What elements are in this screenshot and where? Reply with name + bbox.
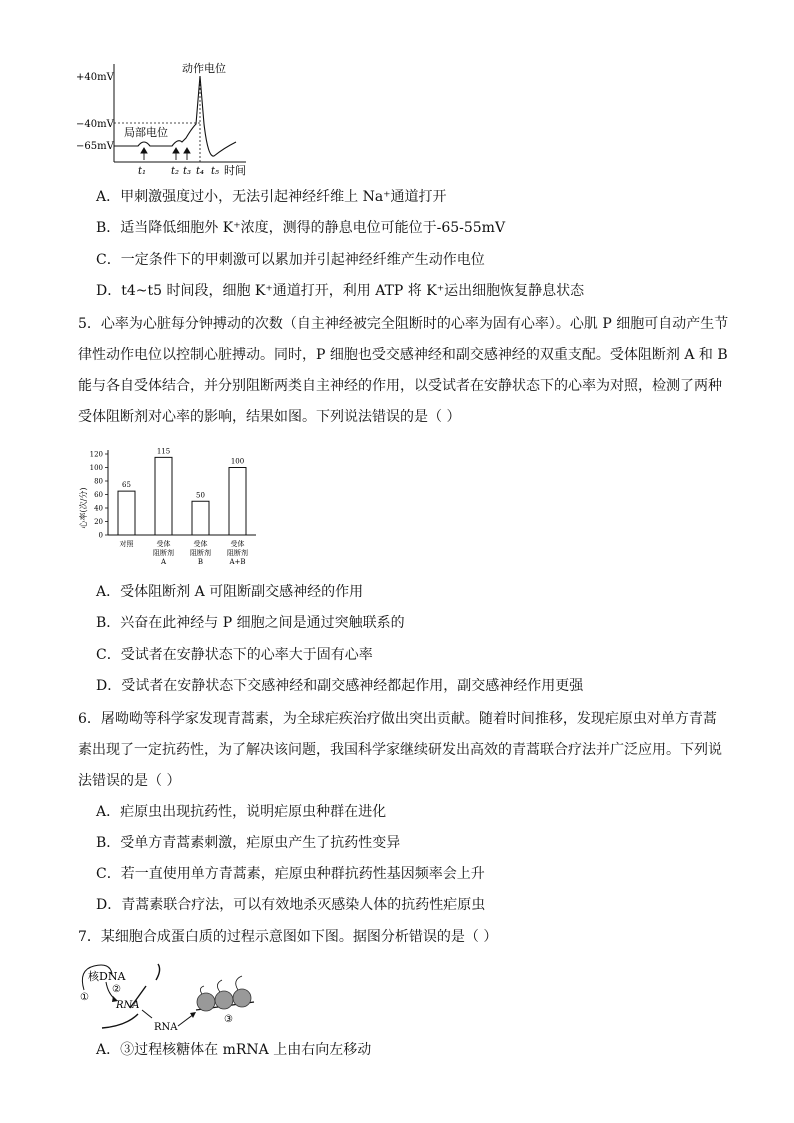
chart-y-axis-label: 心率(次/分)	[79, 487, 88, 529]
option-text: 兴奋在此神经与 P 细胞之间是通过突触联系的	[120, 615, 405, 631]
q5-stem-line-2: 律性动作电位以控制心脏搏动。同时，P 细胞也受交感神经和副交感神经的双重支配。受体阻断剂 A 和 B	[78, 347, 728, 363]
q4-option-a	[96, 187, 447, 207]
option-text: 若一直使用单方青蒿素，疟原虫种群抗药性基因频率会上升	[120, 866, 485, 882]
y-tick-label: 20	[94, 518, 103, 526]
q5-stem-line-1: 5．心率为心脏每分钟搏动的次数（自主神经被完全阻断时的心率为固有心率）。心肌 P 细胞可自动产生节	[78, 316, 729, 332]
action-potential-label: 动作电位	[182, 62, 226, 75]
bar-value-label: 100	[230, 457, 245, 466]
chart-bars	[118, 447, 248, 566]
option-letter: B．	[96, 220, 121, 236]
rna-strand-top	[156, 964, 160, 980]
option-text: ③过程核糖体在 mRNA 上由右向左移动	[120, 1042, 372, 1058]
category-label: A	[160, 558, 167, 566]
q6-option-b	[96, 833, 400, 853]
option-letter: D．	[96, 283, 122, 299]
bar-value-label: 65	[122, 481, 131, 490]
process-3-mark: ③	[224, 1014, 233, 1025]
option-text: 受单方青蒿素刺激，疟原虫产生了抗药性变异	[120, 835, 401, 851]
q4-option-c	[96, 250, 485, 270]
q4-option-d	[96, 281, 584, 301]
y-label-minus40: −40mV	[76, 119, 114, 130]
bar	[192, 501, 209, 535]
option-text: t4~t5 时间段，细胞 K⁺通道打开，利用 ATP 将 K⁺运出细胞恢复静息状态	[121, 283, 585, 299]
bar-value-label: 50	[196, 491, 205, 500]
category-label: 阻断剂	[153, 549, 174, 557]
q5-stem-line-3: 能与各自受体结合，并分别阻断两类自主神经的作用，以受试者在安静状态下的心率为对照，检测了两种	[78, 378, 722, 394]
q7-option-a	[96, 1040, 371, 1060]
y-tick-label: 40	[94, 504, 103, 513]
x-axis-label: 时间	[224, 164, 246, 177]
process-2-mark: ②	[112, 984, 121, 995]
t3-label: t₃	[183, 166, 192, 177]
ribosome	[233, 989, 251, 1007]
rna-label-2: RNA	[154, 1022, 178, 1033]
ribosome	[215, 991, 233, 1009]
q6-stem-line-1: 6．屠呦呦等科学家发现青蒿素，为全球疟疾治疗做出突出贡献。随着时间推移，发现疟原虫对单方青蒿	[78, 711, 717, 727]
q4-option-b	[96, 218, 505, 238]
category-label: 对照	[119, 540, 134, 548]
option-text: 甲刺激强度过小，无法引起神经纤维上 Na⁺通道打开	[120, 189, 447, 205]
q6-stem-line-2: 素出现了一定抗药性，为了解决该问题，我国科学家继续研发出高效的青蒿联合疗法并广泛应用。下列说	[78, 742, 722, 758]
process-1-mark: ①	[80, 992, 89, 1003]
translation-arrowhead	[190, 1012, 196, 1018]
option-text: 适当降低细胞外 K⁺浓度，测得的静息电位可能位于-65-55mV	[120, 220, 506, 236]
export-arrow	[142, 1010, 152, 1018]
y-tick-label: 0	[98, 531, 103, 540]
local-potential-label: 局部电位	[124, 126, 168, 139]
translation-arrow	[178, 1014, 194, 1026]
category-label: 受体	[193, 540, 208, 548]
rna-label-1: RNA	[116, 1000, 140, 1011]
q6-stem-line-3: 法错误的是（ ）	[78, 773, 181, 789]
y-tick-label: 60	[94, 491, 103, 499]
y-tick-label: 120	[89, 450, 103, 459]
q5-option-a	[96, 582, 363, 602]
rna-strand-bottom	[102, 1014, 138, 1028]
y-tick-label: 80	[94, 477, 103, 486]
bar	[229, 468, 246, 536]
ribosomes	[197, 989, 251, 1011]
option-letter: D．	[96, 897, 122, 913]
t2-label: t₂	[171, 166, 180, 177]
category-label: 受体	[156, 540, 171, 548]
option-letter: C．	[96, 252, 121, 268]
option-text: 受试者在安静状态下的心率大于固有心率	[120, 647, 373, 663]
protein-synthesis-figure	[76, 958, 266, 1034]
heart-rate-bar-chart	[74, 440, 274, 570]
category-label: 受体	[230, 540, 245, 548]
q6-option-a	[96, 802, 386, 822]
option-letter: A．	[96, 804, 121, 820]
q7-stem-line-1: 7．某细胞合成蛋白质的过程示意图如下图。据图分析错误的是（ ）	[78, 929, 498, 945]
stimulus-arrows	[141, 148, 190, 160]
category-label: B	[197, 558, 204, 566]
q6-option-c	[96, 864, 485, 884]
y-label-plus40: +40mV	[76, 72, 114, 83]
q5-option-d	[96, 676, 583, 696]
option-letter: A．	[96, 584, 121, 600]
option-text: 受试者在安静状态下交感神经和副交感神经都起作用，副交感神经作用更强	[121, 678, 584, 694]
y-tick-label: 100	[89, 464, 103, 472]
t4-label: t₄	[196, 166, 205, 177]
option-text: 疟原虫出现抗药性，说明疟原虫种群在进化	[120, 804, 387, 820]
t1-label: t₁	[138, 166, 147, 177]
q5-stem-line-4: 受体阻断剂对心率的影响，结果如图。下列说法错误的是（ ）	[78, 409, 461, 425]
y-label-minus65: −65mV	[76, 141, 114, 152]
category-label: 阻断剂	[227, 549, 248, 557]
category-label: A+B	[229, 558, 246, 566]
potential-figure	[74, 58, 264, 180]
option-letter: C．	[96, 866, 121, 882]
option-text: 青蒿素联合疗法，可以有效地杀灭感染人体的抗药性疟原虫	[121, 897, 486, 913]
t5-label: t₅	[211, 166, 220, 177]
option-letter: A．	[96, 189, 121, 205]
option-letter: B．	[96, 615, 121, 631]
option-letter: B．	[96, 835, 121, 851]
q5-option-c	[96, 645, 373, 665]
option-text: 受体阻断剂 A 可阻断副交感神经的作用	[120, 584, 364, 600]
option-letter: C．	[96, 647, 121, 663]
bar	[118, 491, 135, 535]
bar	[155, 457, 172, 535]
option-text: 一定条件下的甲刺激可以累加并引起神经纤维产生动作电位	[120, 252, 485, 268]
bar-value-label: 115	[156, 447, 171, 456]
category-label: 阻断剂	[190, 549, 211, 557]
ribosome	[197, 993, 215, 1011]
nuclear-dna-label: 核DNA	[88, 970, 126, 983]
q6-option-d	[96, 895, 485, 915]
option-letter: D．	[96, 678, 122, 694]
potential-curve	[114, 76, 236, 156]
q5-option-b	[96, 613, 405, 633]
option-letter: A．	[96, 1042, 121, 1058]
